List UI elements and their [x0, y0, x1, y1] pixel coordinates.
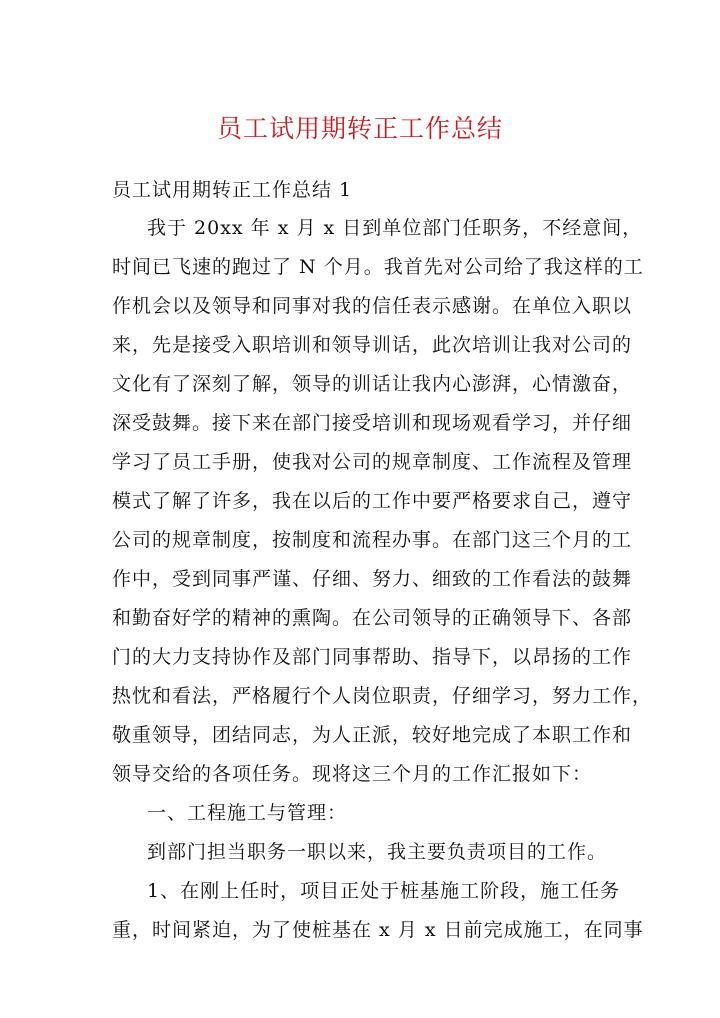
text-line: 学习了员工手册，使我对公司的规章制度、工作流程及管理 [112, 451, 633, 473]
text-line: 敬重领导，团结同志，为人正派，较好地完成了本职工作和 [112, 724, 633, 746]
text-line: 重，时间紧迫，为了使桩基在 x 月 x 日前完成施工，在同事 [112, 919, 644, 941]
text-line: 到部门担当职务一职以来，我主要负责项目的工作。 [147, 841, 608, 863]
text-line: 时间已飞速的跑过了 N 个月。我首先对公司给了我这样的工 [112, 256, 644, 278]
text-line: 1、在刚上任时，项目正处于桩基施工阶段，施工任务 [147, 880, 621, 902]
text-line: 深受鼓舞。接下来在部门接受培训和现场观看学习，并仔细 [112, 412, 633, 434]
text-line: 作中，受到同事严谨、仔细、努力、细致的工作看法的鼓舞 [112, 568, 633, 590]
text-line: 领导交给的各项任务。现将这三个月的工作汇报如下： [112, 763, 593, 785]
text-line: 我于 20xx 年 x 月 x 日到单位部门任职务，不经意间， [147, 217, 643, 239]
text-line: 文化有了深刻了解，领导的训话让我内心澎湃，心情激奋， [112, 373, 633, 395]
document-title: 员工试用期转正工作总结 [216, 114, 503, 143]
section-heading: 员工试用期转正工作总结 1 [112, 179, 353, 201]
text-line: 来，先是接受入职培训和领导训话，此次培训让我对公司的 [112, 334, 633, 356]
text-line: 一、工程施工与管理： [147, 802, 348, 824]
text-line: 模式了解了许多，我在以后的工作中要严格要求自己，遵守 [112, 490, 633, 512]
text-line: 作机会以及领导和同事对我的信任表示感谢。在单位入职以 [112, 295, 633, 317]
text-line: 热忱和看法，严格履行个人岗位职责，仔细学习，努力工作， [112, 685, 653, 707]
text-line: 公司的规章制度，按制度和流程办事。在部门这三个月的工 [112, 529, 633, 551]
text-line: 门的大力支持协作及部门同事帮助、指导下，以昂扬的工作 [112, 646, 633, 668]
text-line: 和勤奋好学的精神的熏陶。在公司领导的正确领导下、各部 [112, 607, 633, 629]
